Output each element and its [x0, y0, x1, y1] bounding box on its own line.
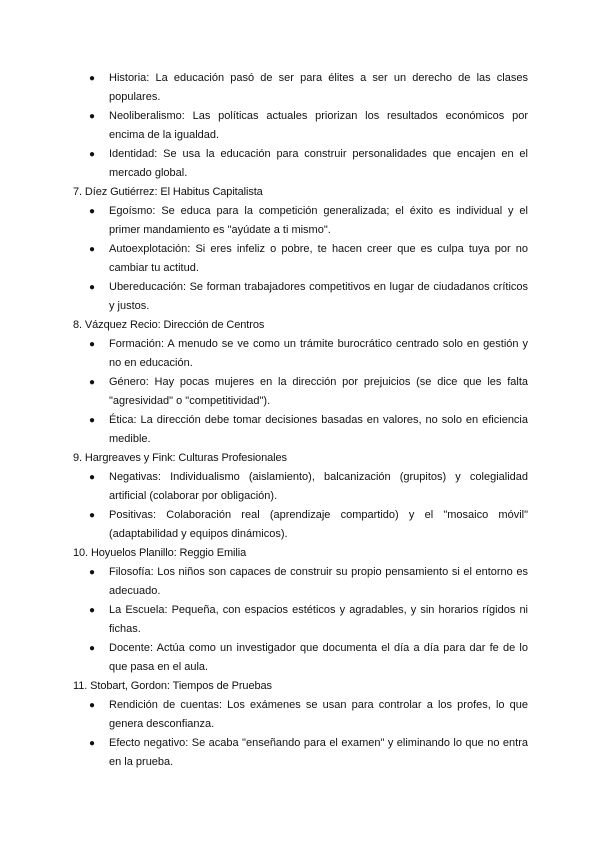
list-item — [73, 411, 528, 449]
list-item-text: Género: Hay pocas mujeres en la dirección por prejuicios (se dice que les falta "agresividad" o "competitividad"). — [109, 376, 528, 407]
list-item-text: Filosofía: Los niños son capaces de construir su propio pensamiento si el entorno es adecuado. — [109, 566, 528, 597]
bullet-icon: ● — [89, 244, 96, 255]
bullet-icon: ● — [89, 510, 96, 521]
list-item — [73, 506, 528, 544]
list-item-text: La Escuela: Pequeña, con espacios estéticos y agradables, y sin horarios rígidos ni fichas. — [109, 604, 528, 635]
section-bullet-list — [73, 202, 528, 316]
list-item-text: Neoliberalismo: Las políticas actuales priorizan los resultados económicos por encima de la igualdad. — [109, 110, 528, 141]
list-item — [73, 278, 528, 316]
section-heading: 10. Hoyuelos Planillo: Reggio Emilia — [73, 547, 247, 559]
list-item — [73, 373, 528, 411]
section-bullet-list — [73, 335, 528, 449]
list-item — [73, 202, 528, 240]
list-item-text: Historia: La educación pasó de ser para élites a ser un derecho de las clases populares. — [109, 72, 528, 103]
section-heading: 7. Díez Gutiérrez: El Habitus Capitalista — [73, 186, 263, 198]
list-item — [73, 335, 528, 373]
list-item-text: Ética: La dirección debe tomar decisiones basadas en valores, no solo en eficiencia medible. — [109, 414, 528, 445]
list-item-text: Rendición de cuentas: Los exámenes se usan para controlar a los profes, lo que genera desconfianza. — [109, 699, 528, 730]
bullet-icon: ● — [89, 567, 96, 578]
list-item — [73, 563, 528, 601]
list-item — [73, 639, 528, 677]
list-item — [73, 601, 528, 639]
list-item — [73, 240, 528, 278]
list-item-text: Docente: Actúa como un investigador que documenta el día a día para dar fe de lo que pasa en el aula. — [109, 642, 528, 673]
section-heading: 9. Hargreaves y Fink: Culturas Profesionales — [73, 452, 287, 464]
list-item — [73, 468, 528, 506]
list-item — [73, 107, 528, 145]
list-item — [73, 145, 528, 183]
section-bullet-list — [73, 563, 528, 677]
list-item — [73, 734, 528, 772]
section-heading: 8. Vázquez Recio: Dirección de Centros — [73, 319, 265, 331]
document-content — [73, 69, 528, 772]
list-item-text: Egoísmo: Se educa para la competición generalizada; el éxito es individual y el primer mandamiento es "ayúdate a ti mismo". — [109, 205, 528, 236]
bullet-icon: ● — [89, 149, 96, 160]
bullet-icon: ● — [89, 282, 96, 293]
bullet-icon: ● — [89, 111, 96, 122]
bullet-icon: ● — [89, 472, 96, 483]
list-item-text: Efecto negativo: Se acaba "enseñando para el examen" y eliminando lo que no entra en la prueba. — [109, 737, 528, 768]
section-bullet-list — [73, 468, 528, 544]
bullet-icon: ● — [89, 206, 96, 217]
section-bullet-list — [73, 696, 528, 772]
bullet-icon: ● — [89, 738, 96, 749]
list-item-text: Ubereducación: Se forman trabajadores competitivos en lugar de ciudadanos críticos y justos. — [109, 281, 528, 312]
list-item-text: Identidad: Se usa la educación para construir personalidades que encajen en el mercado global. — [109, 148, 528, 179]
section-heading: 11. Stobart, Gordon: Tiempos de Pruebas — [73, 680, 272, 692]
bullet-icon: ● — [89, 643, 96, 654]
list-item-text: Autoexplotación: Si eres infeliz o pobre, te hacen creer que es culpa tuya por no cambiar tu actitud. — [109, 243, 528, 274]
list-item-text: Negativas: Individualismo (aislamiento), balcanización (grupitos) y colegialidad artificial (colaborar por obligación). — [109, 471, 528, 502]
top-bullet-list — [73, 69, 528, 183]
bullet-icon: ● — [89, 605, 96, 616]
list-item-text: Formación: A menudo se ve como un trámite burocrático centrado solo en gestión y no en educación. — [109, 338, 528, 369]
bullet-icon: ● — [89, 415, 96, 426]
bullet-icon: ● — [89, 73, 96, 84]
list-item — [73, 696, 528, 734]
list-item — [73, 69, 528, 107]
bullet-icon: ● — [89, 377, 96, 388]
list-item-text: Positivas: Colaboración real (aprendizaje compartido) y el "mosaico móvil" (adaptabilidad y equipos dinámicos). — [109, 509, 528, 540]
bullet-icon: ● — [89, 700, 96, 711]
bullet-icon: ● — [89, 339, 96, 350]
